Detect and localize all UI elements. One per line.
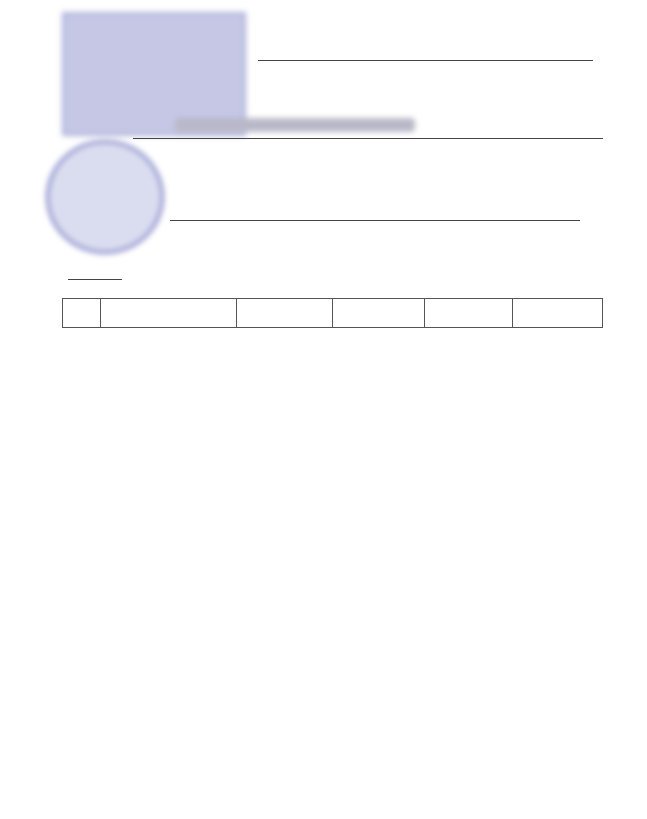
col-date — [333, 299, 425, 328]
issue-month — [68, 279, 122, 280]
issue-date — [68, 270, 122, 283]
col-doctor — [101, 299, 237, 328]
head-line — [170, 220, 580, 221]
col-conclusion — [425, 299, 513, 328]
redacted-name — [175, 118, 415, 132]
col-sign — [513, 299, 603, 328]
table-header-row — [63, 299, 603, 328]
citizen-line — [133, 138, 603, 139]
round-seal — [46, 140, 164, 254]
examination-table — [62, 298, 603, 328]
col-num — [63, 299, 101, 328]
col-fio — [237, 299, 333, 328]
institution-line — [258, 60, 593, 61]
